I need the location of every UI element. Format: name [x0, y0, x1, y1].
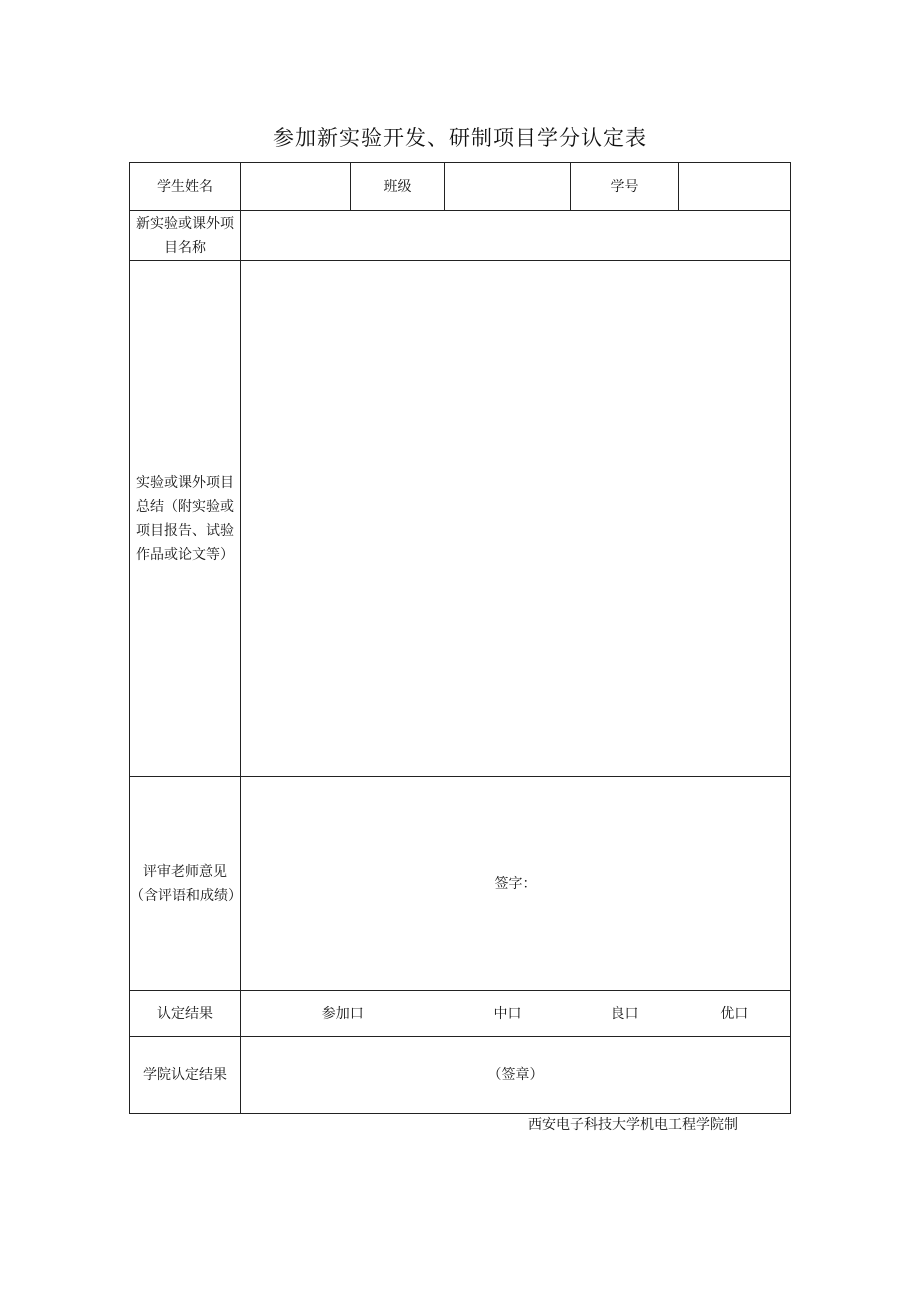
page-title: 参加新实验开发、研制项目学分认定表 [273, 126, 647, 150]
student-name-field[interactable] [241, 163, 351, 211]
summary-field[interactable] [241, 261, 791, 777]
project-name-row [130, 211, 791, 261]
summary-row [130, 261, 791, 777]
class-label: 班级 [351, 163, 445, 211]
college-result-label: 学院认定结果 [130, 1037, 241, 1114]
result-option-medium[interactable]: 中口 [445, 991, 571, 1037]
result-row [130, 991, 791, 1037]
student-name-label: 学生姓名 [130, 163, 241, 211]
class-field[interactable] [445, 163, 571, 211]
result-option-participate[interactable]: 参加口 [241, 991, 445, 1037]
review-row [130, 777, 791, 991]
student-id-field[interactable] [679, 163, 791, 211]
review-signature-label: 签字： [494, 875, 537, 892]
student-id-label: 学号 [571, 163, 679, 211]
project-name-field[interactable] [241, 211, 791, 261]
college-stamp-label: （签章） [487, 1067, 544, 1083]
review-label: 评审老师意见（含评语和成绩） [130, 777, 241, 991]
student-info-row [130, 163, 791, 211]
result-label: 认定结果 [130, 991, 241, 1037]
credit-form-table [129, 162, 791, 1114]
project-name-label: 新实验或课外项目名称 [130, 211, 241, 261]
result-option-excellent[interactable]: 优口 [679, 991, 791, 1037]
result-option-good[interactable]: 良口 [571, 991, 679, 1037]
college-result-field[interactable] [241, 1037, 791, 1114]
footer-institution: 西安电子科技大学机电工程学院制 [528, 1117, 738, 1133]
college-result-row [130, 1037, 791, 1114]
summary-label: 实验或课外项目总结（附实验或项目报告、试验作品或论文等） [130, 261, 241, 777]
review-field[interactable] [241, 777, 791, 991]
